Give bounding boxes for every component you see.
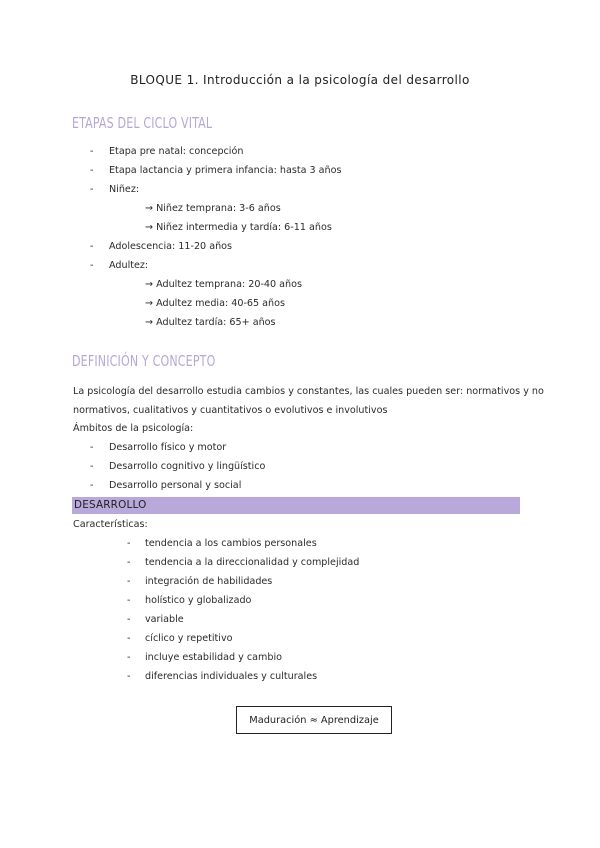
sub-list-item: → Niñez temprana: 3-6 años [145,203,281,214]
ambitos-label: Ámbitos de la psicología: [73,423,194,434]
caracteristicas-label: Características: [73,519,148,530]
list-dash: - [127,614,131,625]
section-heading-etapas: ETAPAS DEL CICLO VITAL [72,114,213,132]
list-item: Adultez: [109,260,149,271]
sub-list-item: → Adultez tardía: 65+ años [145,317,276,328]
list-item: tendencia a la direccionalidad y complejidad [145,557,360,568]
page-title: BLOQUE 1. Introducción a la psicología del desarrollo [130,73,470,87]
list-item: integración de habilidades [145,576,273,587]
list-item: Etapa lactancia y primera infancia: hasta 3 años [109,165,342,176]
maduracion-aprendizaje-box [236,706,392,734]
list-dash: - [127,595,131,606]
list-dash: - [90,165,94,176]
list-item: Desarrollo personal y social [109,480,242,491]
list-item: Niñez: [109,184,140,195]
sub-list-item: → Adultez media: 40-65 años [145,298,285,309]
list-dash: - [90,442,94,453]
list-dash: - [127,538,131,549]
list-dash: - [127,557,131,568]
list-item: Etapa pre natal: concepción [109,146,244,157]
list-dash: - [90,480,94,491]
list-dash: - [127,671,131,682]
list-item: incluye estabilidad y cambio [145,652,282,663]
list-item: tendencia a los cambios personales [145,538,317,549]
paragraph-line: La psicología del desarrollo estudia cambios y constantes, las cuales pueden ser: normativos y no [73,386,544,397]
list-dash: - [90,184,94,195]
paragraph-line: normativos, cualitativos y cuantitativos o evolutivos e involutivos [73,405,388,416]
list-dash: - [90,461,94,472]
list-item: diferencias individuales y culturales [145,671,318,682]
list-dash: - [90,260,94,271]
sub-list-item: → Adultez temprana: 20-40 años [145,279,302,290]
list-item: holístico y globalizado [145,595,252,606]
list-dash: - [127,576,131,587]
list-item: Adolescencia: 11-20 años [109,241,233,252]
box-text: Maduración ≈ Aprendizaje [249,714,379,726]
list-item: cíclico y repetitivo [145,633,233,644]
sub-list-item: → Niñez intermedia y tardía: 6-11 años [145,222,332,233]
desarrollo-highlight-bar [72,497,520,514]
list-item: Desarrollo físico y motor [109,442,227,453]
list-dash: - [90,241,94,252]
desarrollo-heading: DESARROLLO [74,499,147,511]
list-item: Desarrollo cognitivo y lingüístico [109,461,266,472]
list-item: variable [145,614,184,625]
list-dash: - [127,652,131,663]
list-dash: - [90,146,94,157]
section-heading-definicion: DEFINICIÓN Y CONCEPTO [72,352,216,370]
list-dash: - [127,633,131,644]
